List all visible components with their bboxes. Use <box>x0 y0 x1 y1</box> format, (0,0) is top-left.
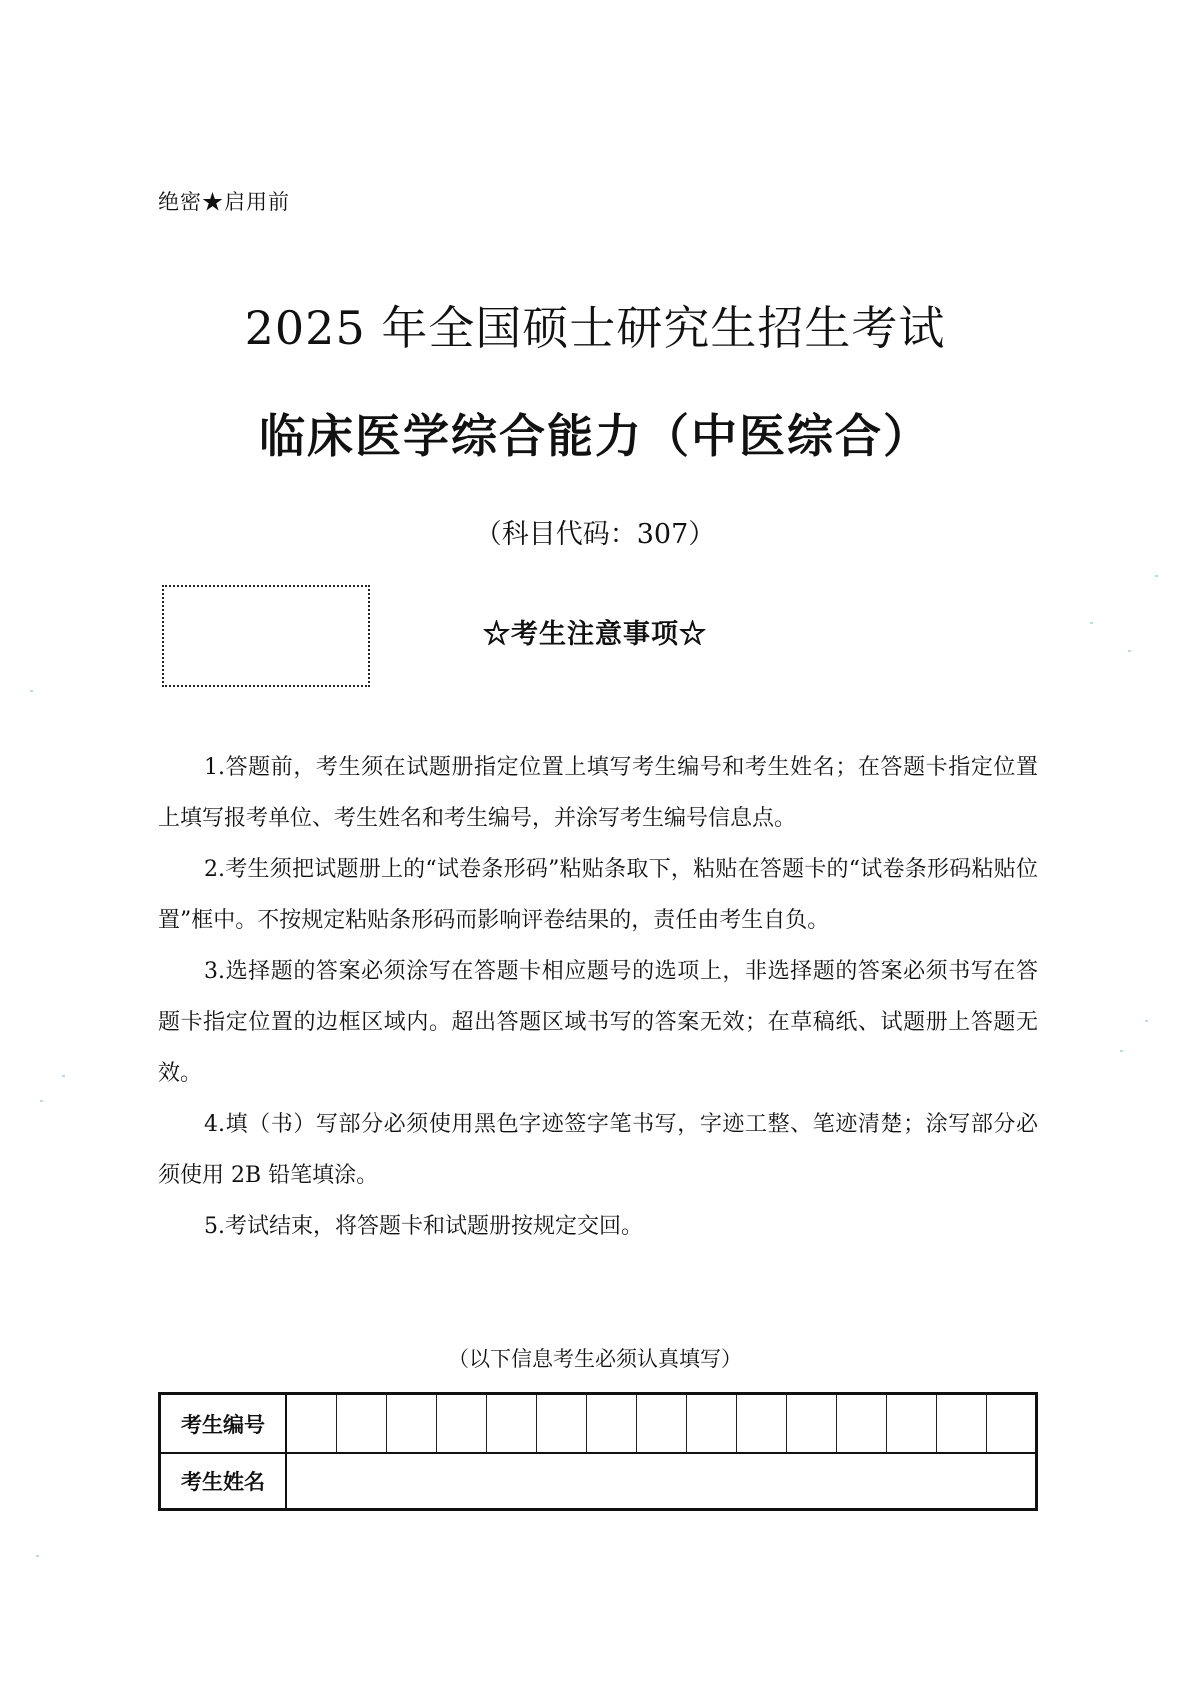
instruction-item: 1.答题前，考生须在试题册指定位置上填写考生编号和考生姓名；在答题卡指定位置上填写报考单位、考生姓名和考生编号，并涂写考生编号信息点。 <box>158 755 1038 831</box>
candidate-id-row <box>160 1394 1037 1454</box>
candidate-id-box[interactable] <box>486 1394 536 1454</box>
candidate-id-box[interactable] <box>286 1394 336 1454</box>
candidate-id-box[interactable] <box>436 1394 486 1454</box>
candidate-name-field[interactable] <box>286 1453 1037 1510</box>
candidate-id-label: 考生编号 <box>160 1394 287 1454</box>
candidate-id-box[interactable] <box>686 1394 736 1454</box>
candidate-id-box[interactable] <box>936 1394 986 1454</box>
scan-speck <box>1120 1050 1123 1052</box>
instruction-item: 2.考生须把试题册上的“试卷条形码”粘贴条取下，粘贴在答题卡的“试卷条形码粘贴位置”框中。不按规定粘贴条形码而影响评卷结果的，责任由考生自负。 <box>158 857 1038 933</box>
instruction-item: 5.考试结束，将答题卡和试题册按规定交回。 <box>204 1214 643 1239</box>
instruction-item: 3.选择题的答案必须涂写在答题卡相应题号的选项上，非选择题的答案必须书写在答题卡指定位置的边框区域内。超出答题区域书写的答案无效；在草稿纸、试题册上答题无效。 <box>158 959 1038 1086</box>
scan-speck <box>30 690 33 692</box>
scan-speck <box>40 1100 43 1102</box>
candidate-name-label: 考生姓名 <box>160 1453 287 1510</box>
exam-subject: 临床医学综合能力（中医综合） <box>259 409 931 463</box>
candidate-id-box[interactable] <box>836 1394 886 1454</box>
notice-title: ☆考生注意事项☆ <box>483 619 707 650</box>
scan-speck <box>1155 575 1158 577</box>
candidate-id-box[interactable] <box>536 1394 586 1454</box>
candidate-id-box[interactable] <box>986 1394 1036 1454</box>
candidate-id-box[interactable] <box>586 1394 636 1454</box>
scan-speck <box>1090 622 1093 624</box>
scan-speck <box>1128 650 1131 652</box>
candidate-info-table <box>158 1392 1038 1511</box>
instructions <box>158 742 1038 1252</box>
scan-speck <box>1145 1020 1148 1022</box>
candidate-id-box[interactable] <box>786 1394 836 1454</box>
candidate-name-row <box>160 1453 1037 1510</box>
scan-speck <box>62 1075 65 1077</box>
exam-title: 2025 年全国硕士研究生招生考试 <box>244 301 946 355</box>
candidate-id-box[interactable] <box>386 1394 436 1454</box>
candidate-id-box[interactable] <box>336 1394 386 1454</box>
candidate-id-box[interactable] <box>636 1394 686 1454</box>
subject-code: （科目代码：307） <box>474 519 716 550</box>
scan-speck <box>36 1555 39 1557</box>
candidate-id-box[interactable] <box>886 1394 936 1454</box>
candidate-id-box[interactable] <box>736 1394 786 1454</box>
fill-note: （以下信息考生必须认真填写） <box>448 1347 742 1371</box>
instruction-item: 4.填（书）写部分必须使用黑色字迹签字笔书写，字迹工整、笔迹清楚；涂写部分必须使用 2B 铅笔填涂。 <box>158 1112 1038 1188</box>
secret-mark: 绝密★启用前 <box>158 190 290 214</box>
